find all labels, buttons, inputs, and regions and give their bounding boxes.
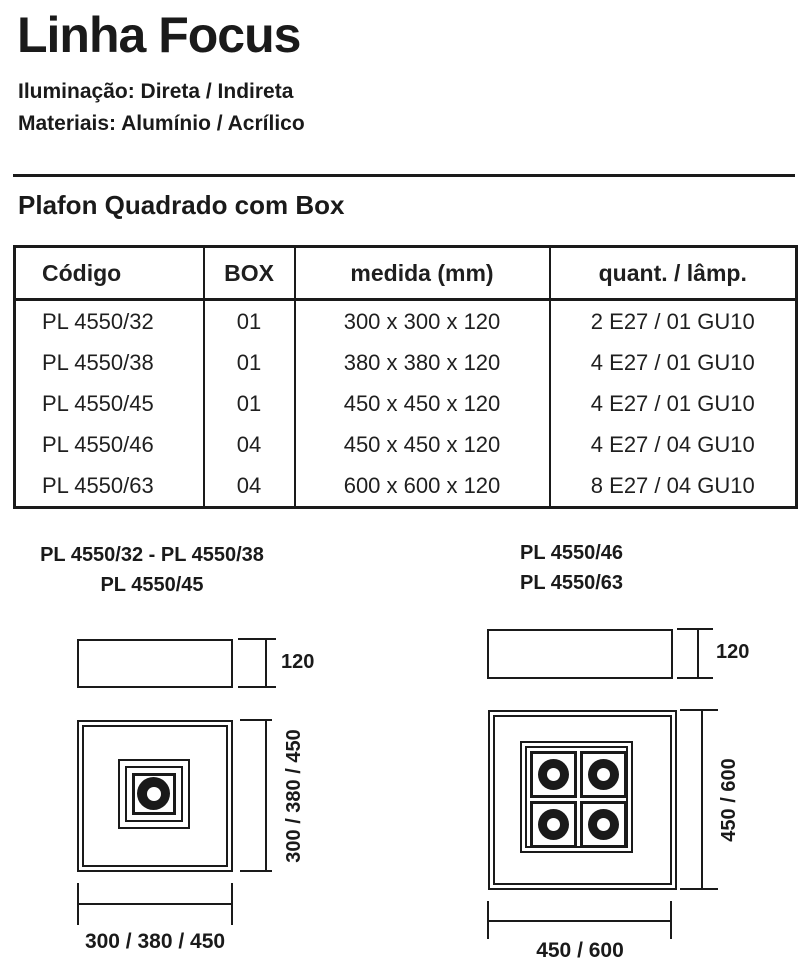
cell-box: 01 [204, 300, 295, 343]
cell-medida: 300 x 300 x 120 [295, 300, 550, 343]
page-title: Linha Focus [17, 7, 301, 63]
diagram-left-caption [17, 540, 287, 600]
col-header-codigo: Código [15, 247, 204, 300]
table-row [15, 424, 797, 465]
diagram-right-caption-line1: PL 4550/46 [520, 542, 624, 564]
table-row [15, 342, 797, 383]
subtitle-iluminacao: Iluminação: Direta / Indireta [18, 80, 294, 103]
depth-dimension-label: 300 / 380 / 450 [283, 729, 305, 863]
diagram-right-caption-line2: PL 4550/63 [520, 572, 624, 594]
cell-medida: 450 x 450 x 120 [295, 383, 550, 424]
diagram-left-caption-line2: PL 4550/45 [100, 574, 204, 596]
cell-codigo: PL 4550/46 [42, 431, 154, 457]
lamp-icon [538, 809, 569, 840]
lamp-icon [588, 759, 619, 790]
cell-codigo: PL 4550/38 [42, 349, 154, 375]
table-row [15, 465, 797, 508]
dim-extension-line [238, 686, 256, 688]
cell-box: 04 [204, 424, 295, 465]
cell-codigo: PL 4550/45 [42, 390, 154, 416]
cell-medida: 380 x 380 x 120 [295, 342, 550, 383]
cell-box: 01 [204, 342, 295, 383]
cell-quant: 4 E27 / 01 GU10 [550, 383, 797, 424]
cell-quant: 4 E27 / 01 GU10 [550, 342, 797, 383]
subtitle-materiais: Materiais: Alumínio / Acrílico [18, 112, 305, 135]
lamp-hole [147, 787, 161, 801]
dim-line [487, 920, 672, 922]
lamp-hole [597, 768, 610, 781]
diagram-right-caption [520, 538, 623, 598]
lamp-icon [538, 759, 569, 790]
table-row [15, 300, 797, 343]
table-row [15, 383, 797, 424]
dim-cap-line [240, 870, 272, 872]
dim-cap-line [680, 709, 718, 711]
col-header-medida: medida (mm) [295, 247, 550, 300]
width-dimension-label: 300 / 380 / 450 [84, 930, 226, 953]
depth-dimension-label: 450 / 600 [718, 758, 740, 842]
width-dimension-label: 450 / 600 [536, 939, 624, 962]
cell-medida: 600 x 600 x 120 [295, 465, 550, 508]
height-dimension-label: 120 [281, 651, 315, 673]
cell-medida: 450 x 450 x 120 [295, 424, 550, 465]
side-view-outline [77, 639, 233, 688]
cell-quant: 2 E27 / 01 GU10 [550, 300, 797, 343]
cell-quant: 8 E27 / 04 GU10 [550, 465, 797, 508]
lamp-icon [588, 809, 619, 840]
dim-line [701, 709, 703, 890]
table-header-row [15, 247, 797, 300]
lamp-hole [597, 818, 610, 831]
dim-cap-line [677, 677, 713, 679]
dim-cap-line [677, 628, 713, 630]
diagram-left-caption-line1: PL 4550/32 - PL 4550/38 [40, 544, 264, 566]
header-divider [13, 174, 795, 177]
dim-line [265, 638, 267, 688]
dim-extension-line [238, 638, 256, 640]
product-table [13, 245, 798, 509]
subtitle [18, 76, 305, 140]
dim-line [77, 903, 233, 905]
height-dimension-label: 120 [716, 641, 750, 663]
col-header-box: BOX [204, 247, 295, 300]
cell-codigo: PL 4550/63 [42, 472, 154, 498]
dim-line [265, 719, 267, 872]
cell-codigo: PL 4550/32 [42, 308, 154, 334]
cell-quant: 4 E27 / 04 GU10 [550, 424, 797, 465]
section-heading: Plafon Quadrado com Box [18, 190, 345, 220]
lamp-hole [547, 818, 560, 831]
dim-cap-line [680, 888, 718, 890]
cell-box: 04 [204, 465, 295, 508]
dim-cap-line [240, 719, 272, 721]
dim-line [697, 628, 699, 679]
side-view-outline [487, 629, 673, 679]
cell-box: 01 [204, 383, 295, 424]
lamp-hole [547, 768, 560, 781]
col-header-quant: quant. / lâmp. [550, 247, 797, 300]
lamp-icon [137, 777, 170, 810]
